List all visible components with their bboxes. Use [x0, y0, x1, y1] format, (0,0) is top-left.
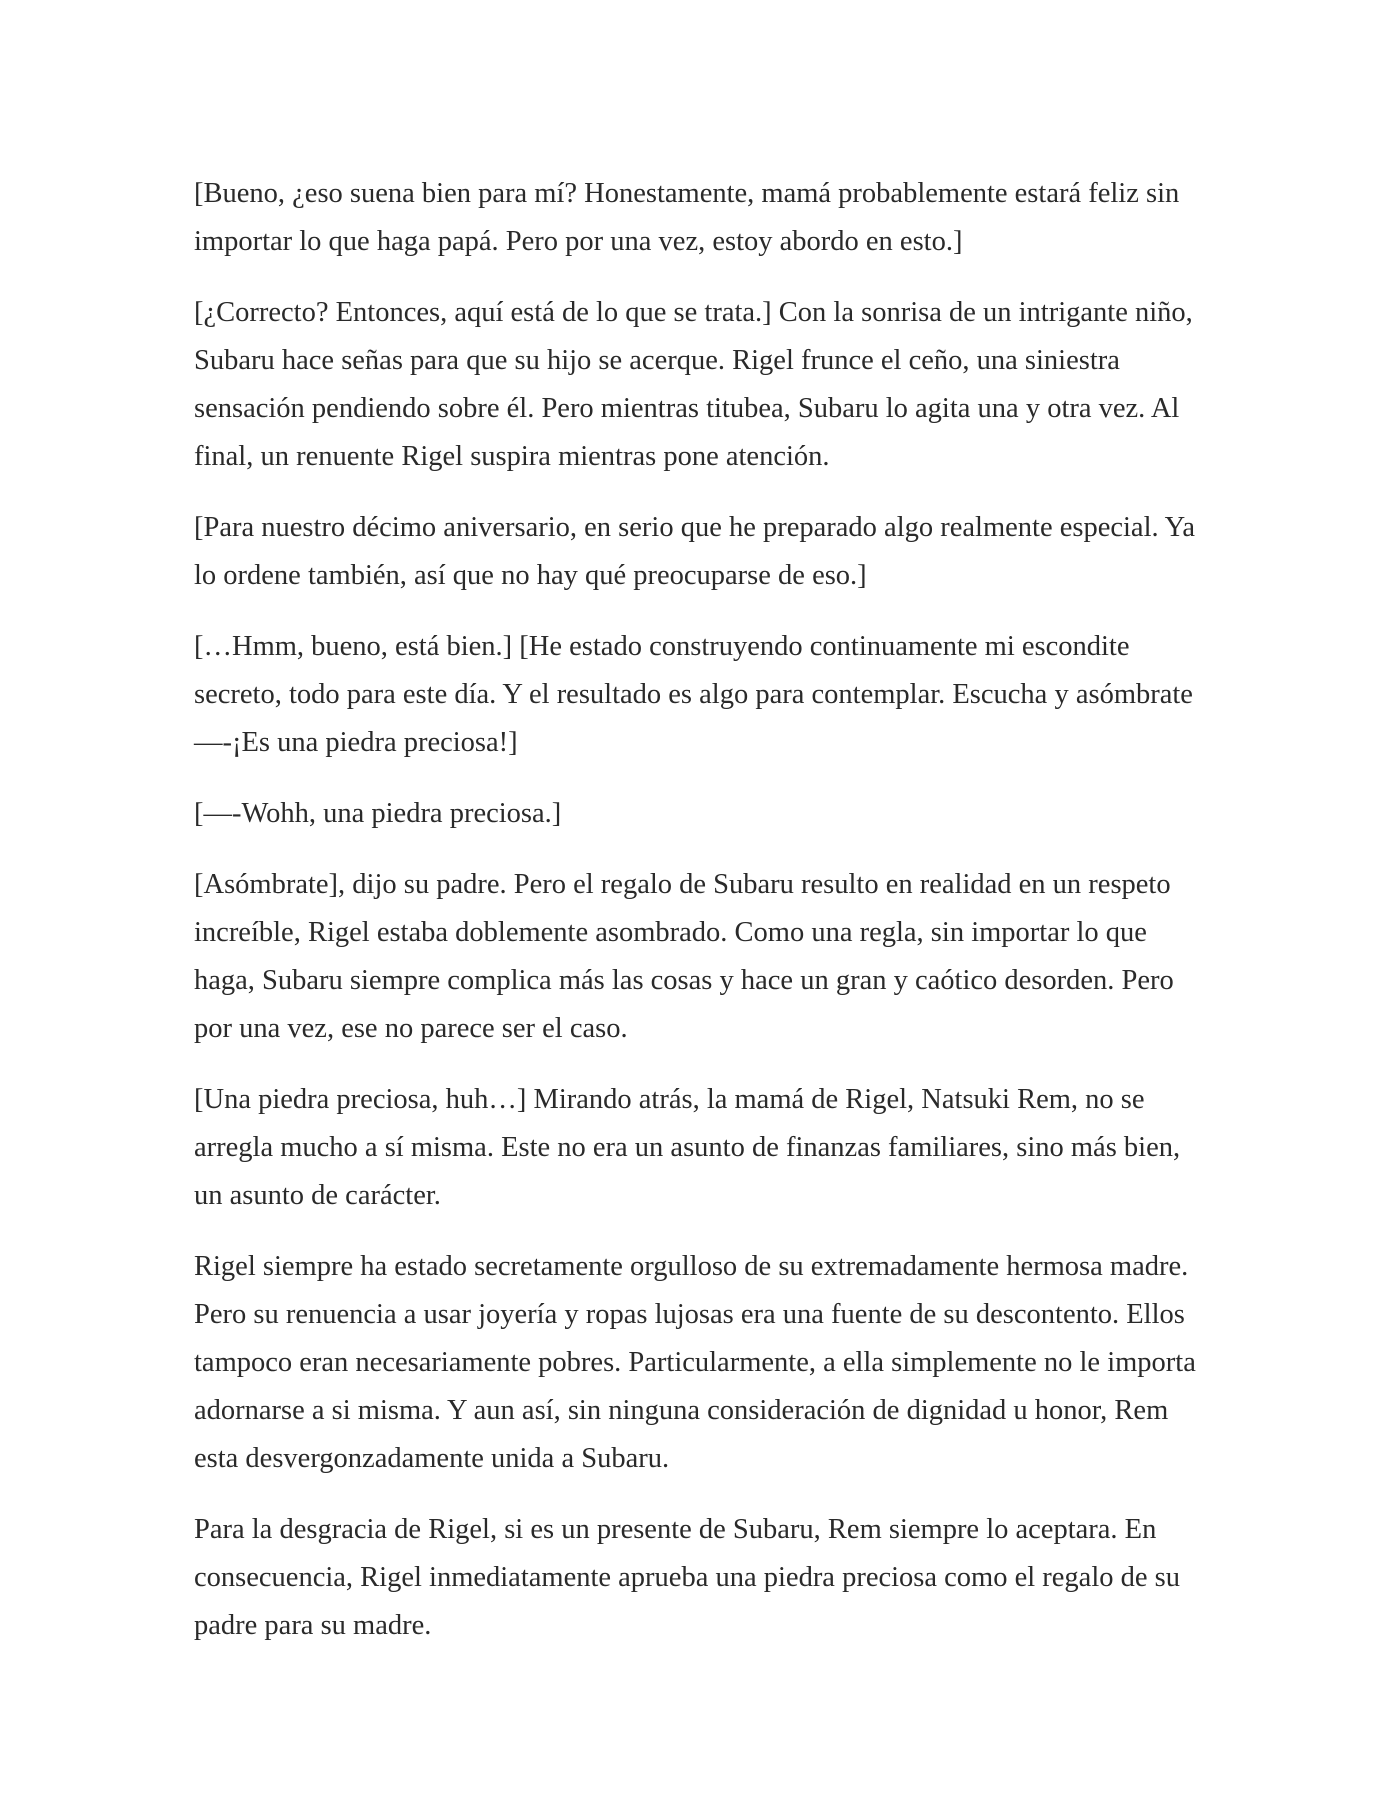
- paragraph: […Hmm, bueno, está bien.] [He estado construyendo continuamente mi escondite secreto, todo para este día. Y el resultado es algo para contemplar. Escucha y asómbrate—-¡Es una piedra preciosa!]: [194, 631, 1193, 758]
- paragraph: [Bueno, ¿eso suena bien para mí? Honestamente, mamá probablemente estará feliz sin importar lo que haga papá. Pero por una vez, estoy abordo en esto.]: [194, 178, 1180, 257]
- paragraph: Rigel siempre ha estado secretamente orgulloso de su extremadamente hermosa madre. Pero su renuencia a usar joyería y ropas lujosas era una fuente de su descontento. Ellos tampoco eran necesariamente pobres. Particularmente, a ella simplemente no le importa adornarse a si misma. Y aun así, sin ninguna consideración de dignidad u honor, Rem esta desvergonzadamente unida a Subaru.: [194, 1251, 1196, 1474]
- paragraph: [Asómbrate], dijo su padre. Pero el regalo de Subaru resulto en realidad en un respeto increíble, Rigel estaba doblemente asombrado. Como una regla, sin importar lo que haga, Subaru siempre complica más las cosas y hace un gran y caótico desorden. Pero por una vez, ese no parece ser el caso.: [194, 869, 1174, 1044]
- document-body: [194, 170, 1214, 1673]
- paragraph: Para la desgracia de Rigel, si es un presente de Subaru, Rem siempre lo aceptara. En consecuencia, Rigel inmediatamente aprueba una piedra preciosa como el regalo de su padre para su madre.: [194, 1514, 1180, 1641]
- paragraph: [¿Correcto? Entonces, aquí está de lo que se trata.] Con la sonrisa de un intrigante niño, Subaru hace señas para que su hijo se acerque. Rigel frunce el ceño, una siniestra sensación pendiendo sobre él. Pero mientras titubea, Subaru lo agita una y otra vez. Al final, un renuente Rigel suspira mientras pone atención.: [194, 297, 1193, 472]
- paragraph: [—-Wohh, una piedra preciosa.]: [194, 798, 562, 829]
- paragraph: [Para nuestro décimo aniversario, en serio que he preparado algo realmente especial. Ya lo ordene también, así que no hay qué preocuparse de eso.]: [194, 512, 1196, 591]
- paragraph: [Una piedra preciosa, huh…] Mirando atrás, la mamá de Rigel, Natsuki Rem, no se arregla mucho a sí misma. Este no era un asunto de finanzas familiares, sino más bien, un asunto de carácter.: [194, 1084, 1181, 1211]
